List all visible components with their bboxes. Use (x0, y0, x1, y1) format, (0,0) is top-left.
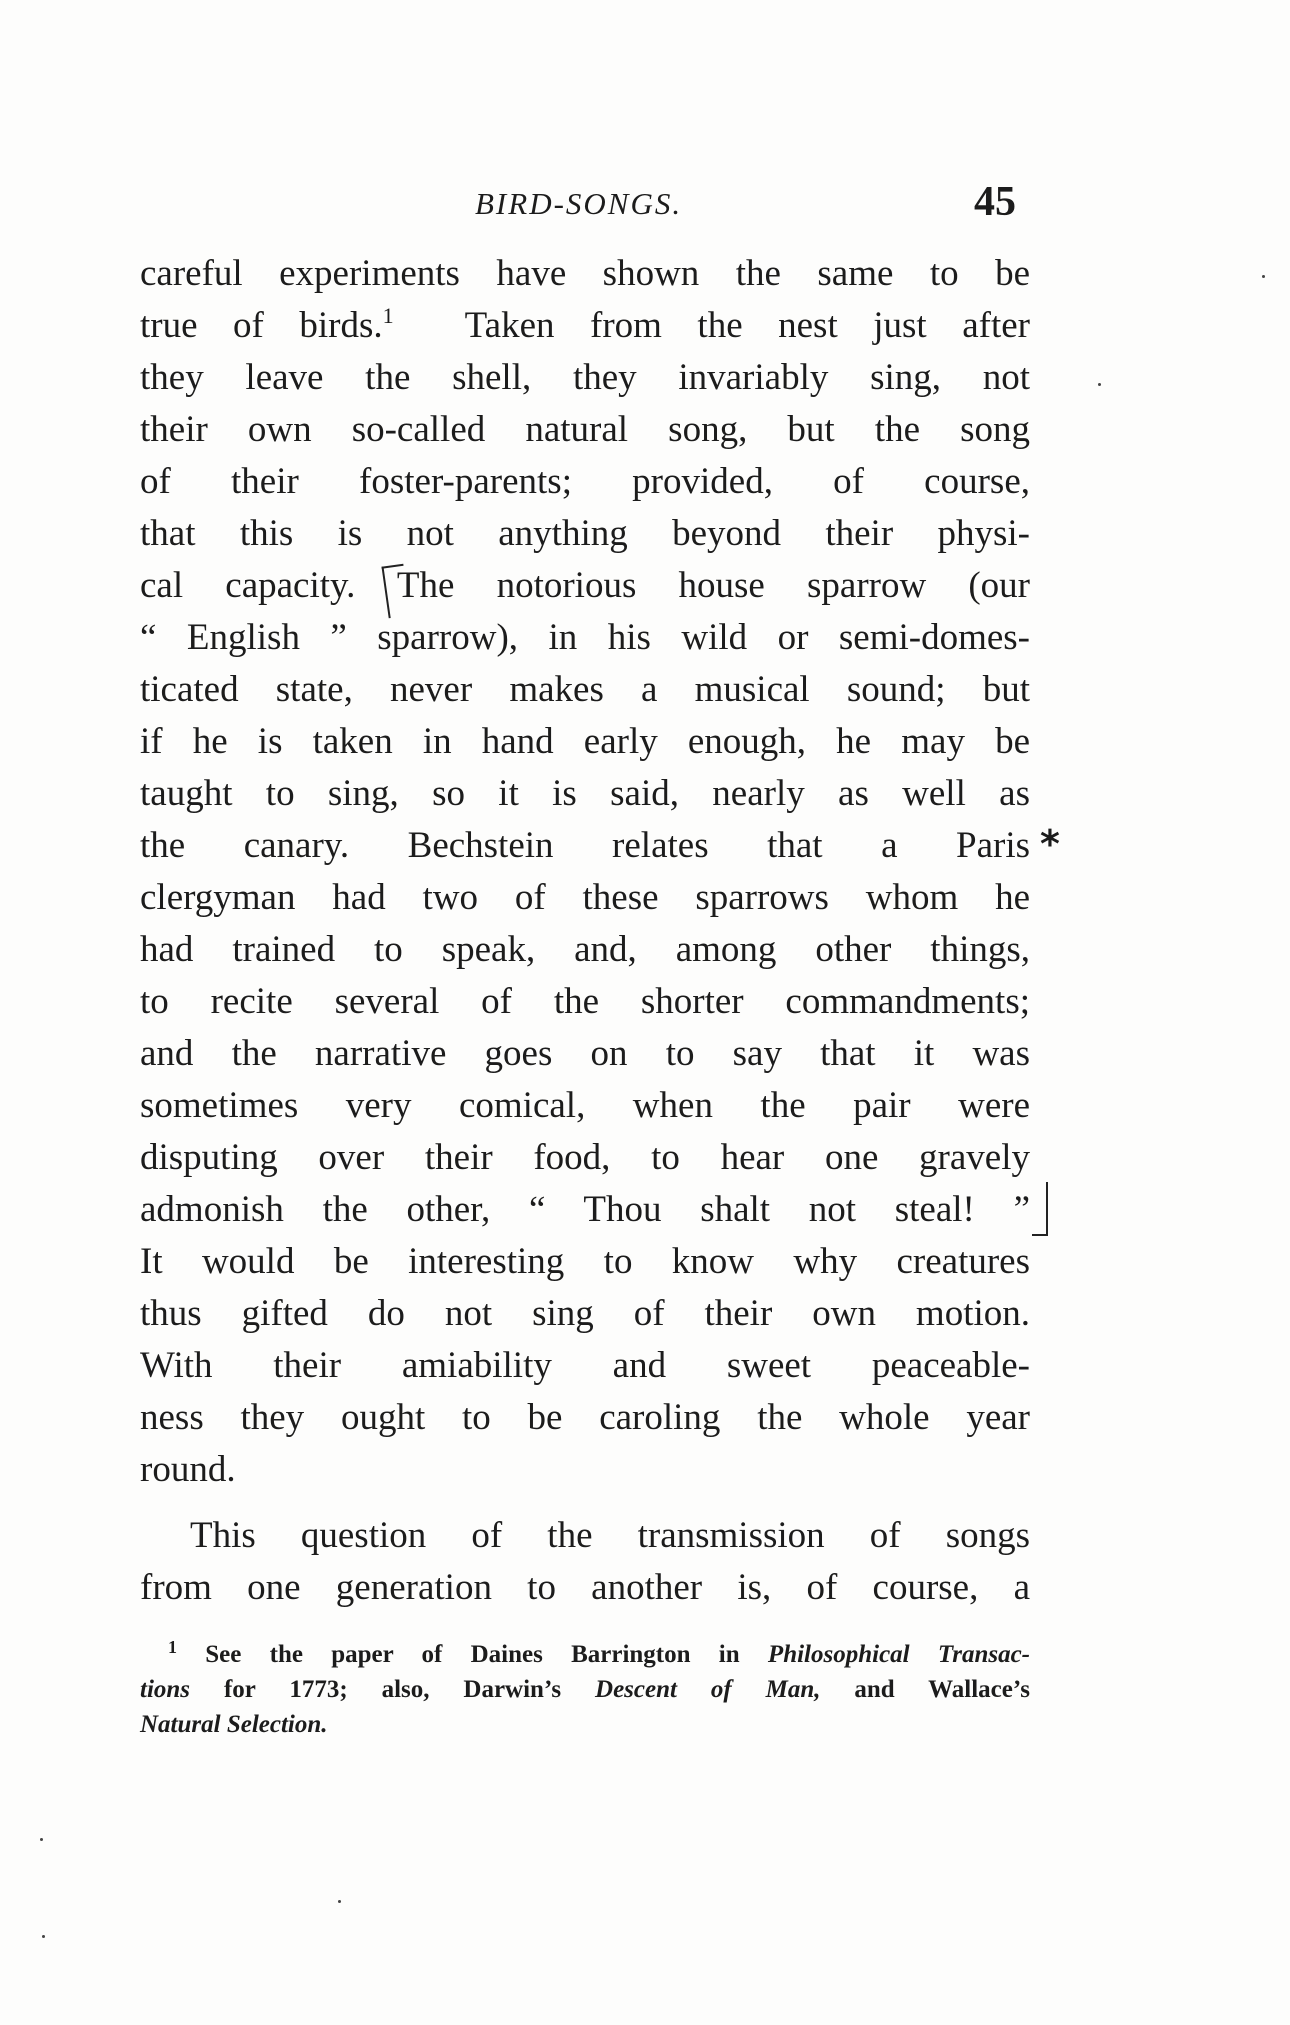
paper-speck (1262, 275, 1265, 278)
text-line: from one generation to another is, of course, a (140, 1567, 1030, 1608)
text-line: sometimes very comical, when the pair were (140, 1085, 1030, 1126)
paper-speck (42, 1935, 45, 1938)
footnote-title: Natural Selection. (140, 1711, 328, 1738)
footnote-text: for 1773; also, Darwin’s (190, 1676, 596, 1703)
page-number: 45 (974, 179, 1016, 225)
paragraph-gap (140, 1496, 1030, 1510)
footnote-text: and Wallace’s (820, 1676, 1031, 1703)
page-header (140, 178, 1030, 238)
text-line: if he is taken in hand early enough, he may be (140, 721, 1030, 762)
text-line: “ English ” sparrow), in his wild or semi-domes- (140, 617, 1030, 658)
text-line: careful experiments have shown the same to be (140, 253, 1030, 294)
text-fragment: Taken from the nest just after (464, 305, 1030, 346)
text-line: ness they ought to be caroling the whole year (140, 1397, 1030, 1438)
footnote-title: tions (140, 1676, 191, 1703)
text-line: that this is not anything beyond their physi- (140, 513, 1030, 554)
body-text (140, 248, 1030, 1614)
text-line: taught to sing, so it is said, nearly as well as (140, 773, 1030, 814)
text-line: This question of the transmission of songs (190, 1515, 1030, 1556)
paper-speck (40, 1838, 43, 1841)
footnote-title: Philosophical Transac- (767, 1641, 1030, 1668)
text-line: their own so-called natural song, but the song (140, 409, 1030, 450)
text-line: admonish the other, “ Thou shalt not steal! ” (140, 1189, 1030, 1230)
text-line: thus gifted do not sing of their own motion. (140, 1293, 1030, 1334)
footnote (140, 1637, 1030, 1742)
text-line: cal capacity. The notorious house sparrow (our (140, 565, 1030, 606)
text-line: and the narrative goes on to say that it was (140, 1033, 1030, 1074)
footnote-marker: 1 (168, 1637, 177, 1657)
text-line: ticated state, never makes a musical sound; but (140, 669, 1030, 710)
text-line: clergyman had two of these sparrows whom he (140, 877, 1030, 918)
handwritten-bracket-close (1032, 1182, 1048, 1236)
text-line: they leave the shell, they invariably sing, not (140, 357, 1030, 398)
footnote-reference: 1 (382, 303, 394, 328)
text-line: to recite several of the shorter commandments; (140, 981, 1030, 1022)
footnote-text: See the paper of Daines Barrington in (205, 1641, 768, 1668)
text-line: round. (140, 1449, 236, 1490)
text-line: the canary. Bechstein relates that a Paris (140, 825, 1030, 866)
text-line: With their amiability and sweet peaceable- (140, 1345, 1030, 1386)
footnote-title: Descent of Man, (595, 1676, 821, 1703)
text-line: of their foster-parents; provided, of course, (140, 461, 1030, 502)
running-head: BIRD-SONGS. (475, 186, 683, 221)
text-line: It would be interesting to know why creatures (140, 1241, 1030, 1282)
text-fragment: true of birds. (140, 305, 383, 346)
footnote-line (140, 1672, 1030, 1707)
text-line: had trained to speak, and, among other things, (140, 929, 1030, 970)
text-line (140, 300, 1030, 352)
footnote-line (140, 1637, 1030, 1672)
margin-asterisk-mark: * (1040, 822, 1060, 866)
paper-speck (1098, 383, 1101, 386)
text-line: disputing over their food, to hear one gravely (140, 1137, 1030, 1178)
paper-speck (338, 1900, 341, 1903)
footnote-line (140, 1707, 1030, 1742)
